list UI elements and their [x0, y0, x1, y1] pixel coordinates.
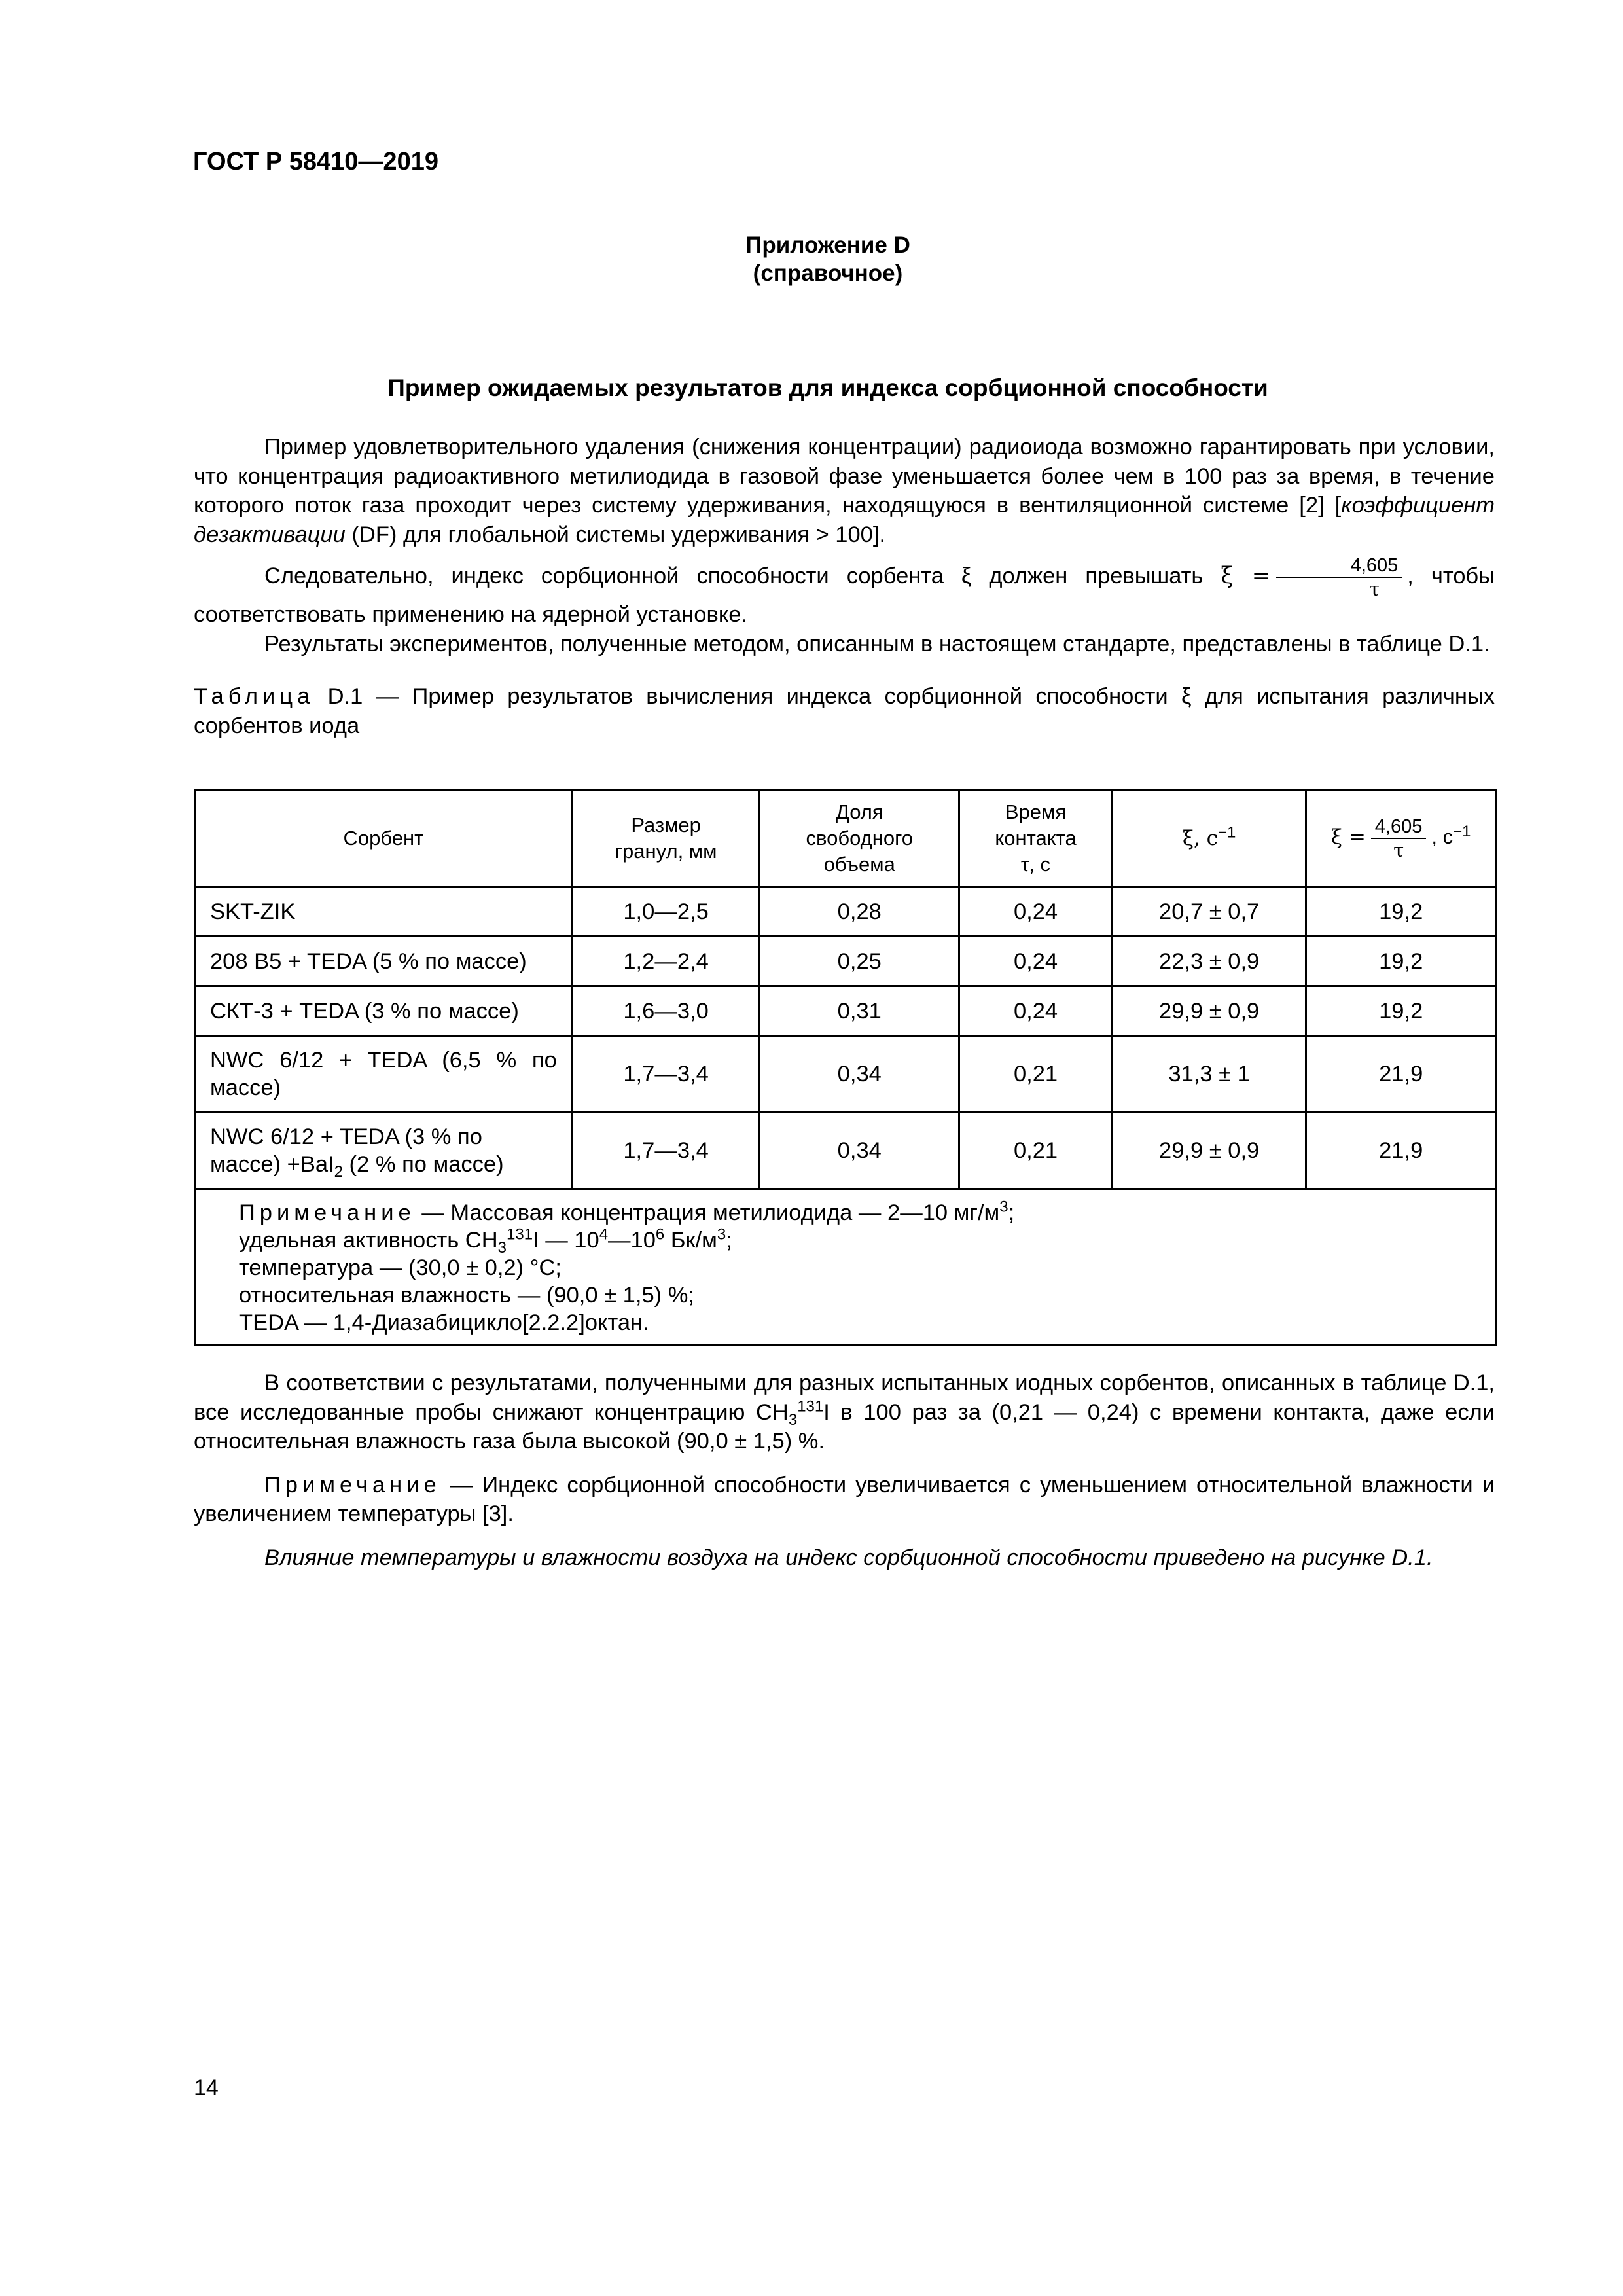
formula-fraction	[1276, 554, 1402, 600]
header-fraction-line-1: Доля	[835, 800, 883, 823]
header-fraction-line-3: объема	[823, 852, 895, 876]
header-xi	[1112, 790, 1306, 887]
table-row	[195, 1113, 1496, 1189]
note-line-2	[239, 1225, 1453, 1257]
note-line-1	[239, 1199, 1453, 1227]
paragraph-1-text-b: (DF) для глобальной системы удерживания > 100].	[345, 522, 886, 547]
header-formula-lhs: ξ =	[1330, 825, 1366, 849]
paragraph-2	[194, 554, 1495, 630]
paragraph-1-italic: коэффициент дезактивации	[194, 493, 1495, 547]
header-xi-formula	[1306, 790, 1496, 887]
cell-xi-calc: 21,9	[1306, 1036, 1496, 1113]
table-row	[195, 1036, 1496, 1113]
header-formula-sup: −1	[1453, 822, 1471, 840]
table-row	[195, 986, 1496, 1036]
header-granule-line-1: Размер	[631, 813, 701, 836]
header-formula-numerator: 4,605	[1371, 816, 1427, 839]
note-label: Примечание	[239, 1200, 416, 1225]
cell-time: 0,24	[959, 986, 1113, 1036]
cell-sorbent: 208 B5 + TEDA (5 % по массе)	[195, 937, 573, 986]
cell-sorbent: SKT-ZIK	[195, 887, 573, 937]
paragraph-4	[194, 1369, 1495, 1456]
paragraph-4-text-b: I в 100 раз за (0,21 — 0,24) с времени контакта, даже если относительная влажность газа была высокой (90,0 ± 1,5) %.	[194, 1399, 1495, 1454]
annex-status: (справочное)	[753, 260, 903, 286]
note-2	[194, 1471, 1495, 1529]
cell-xi: 31,3 ± 1	[1112, 1036, 1306, 1113]
cell-fraction: 0,25	[760, 937, 959, 986]
note-line-1-end: ;	[1008, 1200, 1015, 1225]
cell-time: 0,24	[959, 937, 1113, 986]
table-caption-text: D.1 — Пример результатов вычисления индекса сорбционной способности ξ для испытания различных сорбентов иода	[194, 684, 1495, 738]
header-time-line-1: Время	[1005, 800, 1067, 823]
cell-time: 0,21	[959, 1036, 1113, 1113]
note-2-label: Примечание	[264, 1472, 441, 1498]
paragraph-1-text-a: Пример удовлетворительного удаления (снижения концентрации) радиоиода возможно гарантировать при условии, что концентрация радиоактивного метилиодида в газовой фазе уменьшается более чем в 100 раз за время, в течение которого поток газа проходит через систему удерживания, находящуюся в вентиляционной системе [2] [	[194, 435, 1495, 518]
header-xi-label: ξ, с	[1182, 826, 1219, 850]
note-line-3: температура — (30,0 ± 0,2) °С;	[239, 1255, 562, 1280]
header-free-volume	[760, 790, 959, 887]
note-line-2-sup-3: 6	[655, 1225, 665, 1244]
page-number: 14	[194, 2075, 219, 2100]
cell-xi-calc: 19,2	[1306, 986, 1496, 1036]
table-note-row	[195, 1189, 1496, 1346]
note-line-2-text-b: I — 10	[533, 1228, 599, 1253]
paragraph-4-sub: 3	[788, 1410, 798, 1429]
cell-size: 1,2—2,4	[572, 937, 760, 986]
note-2-text: — Индекс сорбционной способности увеличивается с уменьшением относительной влажности и увеличением температуры [3].	[194, 1472, 1495, 1526]
cell-xi: 20,7 ± 0,7	[1112, 887, 1306, 937]
header-formula-fraction	[1371, 816, 1427, 861]
closing-paragraphs	[194, 1369, 1495, 1572]
formula-numerator: 4,605	[1276, 554, 1402, 578]
note-line-2-text-e: ;	[726, 1228, 732, 1253]
cell-sorbent: СКТ-3 + TEDA (3 % по массе)	[195, 986, 573, 1036]
header-fraction-line-2: свободного	[806, 826, 913, 850]
note-line-5: TEDA — 1,4-Диазабицикло[2.2.2]октан.	[239, 1310, 649, 1335]
table-note	[195, 1189, 1496, 1346]
cell-size: 1,7—3,4	[572, 1036, 760, 1113]
cell-time: 0,24	[959, 887, 1113, 937]
paragraph-5: Влияние температуры и влажности воздуха на индекс сорбционной способности приведено на рисунке D.1.	[264, 1545, 1433, 1570]
cell-xi: 22,3 ± 0,9	[1112, 937, 1306, 986]
cell-xi-calc: 19,2	[1306, 887, 1496, 937]
cell-sorbent	[195, 1113, 573, 1189]
header-sorbent: Сорбент	[195, 790, 573, 887]
note-line-2-text-c: —10	[608, 1228, 656, 1253]
table-caption	[194, 682, 1495, 740]
cell-sorbent: NWC 6/12 + TEDA (6,5 % по массе)	[195, 1036, 573, 1113]
header-granule-size	[572, 790, 760, 887]
table-caption-label: Таблица	[194, 684, 315, 709]
note-line-2-sup-2: 4	[599, 1225, 609, 1244]
table-row	[195, 937, 1496, 986]
document-code: ГОСТ Р 58410—2019	[193, 148, 438, 175]
note-line-4: относительная влажность — (90,0 ± 1,5) %;	[239, 1283, 694, 1308]
note-line-2-text-d: Бк/м	[664, 1228, 717, 1253]
header-xi-sup: −1	[1218, 823, 1236, 842]
results-table	[194, 789, 1497, 1346]
intro-paragraphs	[194, 433, 1495, 740]
cell-xi-calc: 19,2	[1306, 937, 1496, 986]
paragraph-4-sup: 131	[797, 1397, 824, 1415]
cell-fraction: 0,34	[760, 1113, 959, 1189]
cell-fraction: 0,28	[760, 887, 959, 937]
cell-sorbent-text-b: (2 % по массе)	[342, 1152, 504, 1177]
cell-sorbent-text-a: NWC 6/12 + TEDA (3 % по массе) +BaI	[210, 1124, 482, 1177]
annex-heading: Пример ожидаемых результатов для индекса сорбционной способности	[387, 374, 1268, 401]
cell-sorbent-sub: 2	[334, 1162, 343, 1181]
header-formula-denominator: τ	[1393, 838, 1404, 861]
cell-size: 1,6—3,0	[572, 986, 760, 1036]
header-granule-line-2: гранул, мм	[615, 839, 717, 863]
annex-title: Приложение D	[745, 232, 910, 258]
cell-xi: 29,9 ± 0,9	[1112, 986, 1306, 1036]
table-header-row	[195, 790, 1496, 887]
note-line-1-text: — Массовая концентрация метилиодида — 2—10 мг/м	[415, 1200, 1000, 1225]
paragraph-3: Результаты экспериментов, полученные методом, описанным в настоящем стандарте, представлены в таблице D.1.	[264, 631, 1490, 656]
header-time-line-3: τ, с	[1021, 852, 1050, 876]
cell-size: 1,0—2,5	[572, 887, 760, 937]
table-row	[195, 887, 1496, 937]
paragraph-4-text-a: В соответствии с результатами, полученными для разных испытанных иодных сорбентов, описанных в таблице D.1, все исследованные пробы снижают концентрацию CH	[194, 1371, 1495, 1425]
formula-denominator: τ	[1368, 578, 1380, 600]
cell-size: 1,7—3,4	[572, 1113, 760, 1189]
note-line-1-sup: 3	[999, 1198, 1008, 1216]
paragraph-2-text-a: Следовательно, индекс сорбционной способности сорбента ξ должен превышать	[264, 564, 1204, 589]
paragraph-2-text-b: , чтобы соответствовать применению на ядерной установке.	[194, 564, 1495, 627]
cell-xi-calc: 21,9	[1306, 1113, 1496, 1189]
cell-fraction: 0,34	[760, 1036, 959, 1113]
cell-xi: 29,9 ± 0,9	[1112, 1113, 1306, 1189]
note-line-2-sup: 131	[507, 1225, 533, 1244]
header-time-line-2: контакта	[995, 826, 1077, 850]
note-line-2-text-a: удельная активность CH	[239, 1228, 498, 1253]
note-line-2-sup-4: 3	[717, 1225, 726, 1244]
cell-fraction: 0,31	[760, 986, 959, 1036]
header-contact-time	[959, 790, 1113, 887]
header-formula-unit: , с	[1431, 825, 1454, 848]
formula-lhs: ξ =	[1221, 563, 1271, 590]
paragraph-1	[194, 433, 1495, 549]
cell-time: 0,21	[959, 1113, 1113, 1189]
note-line-2-sub: 3	[497, 1238, 507, 1257]
